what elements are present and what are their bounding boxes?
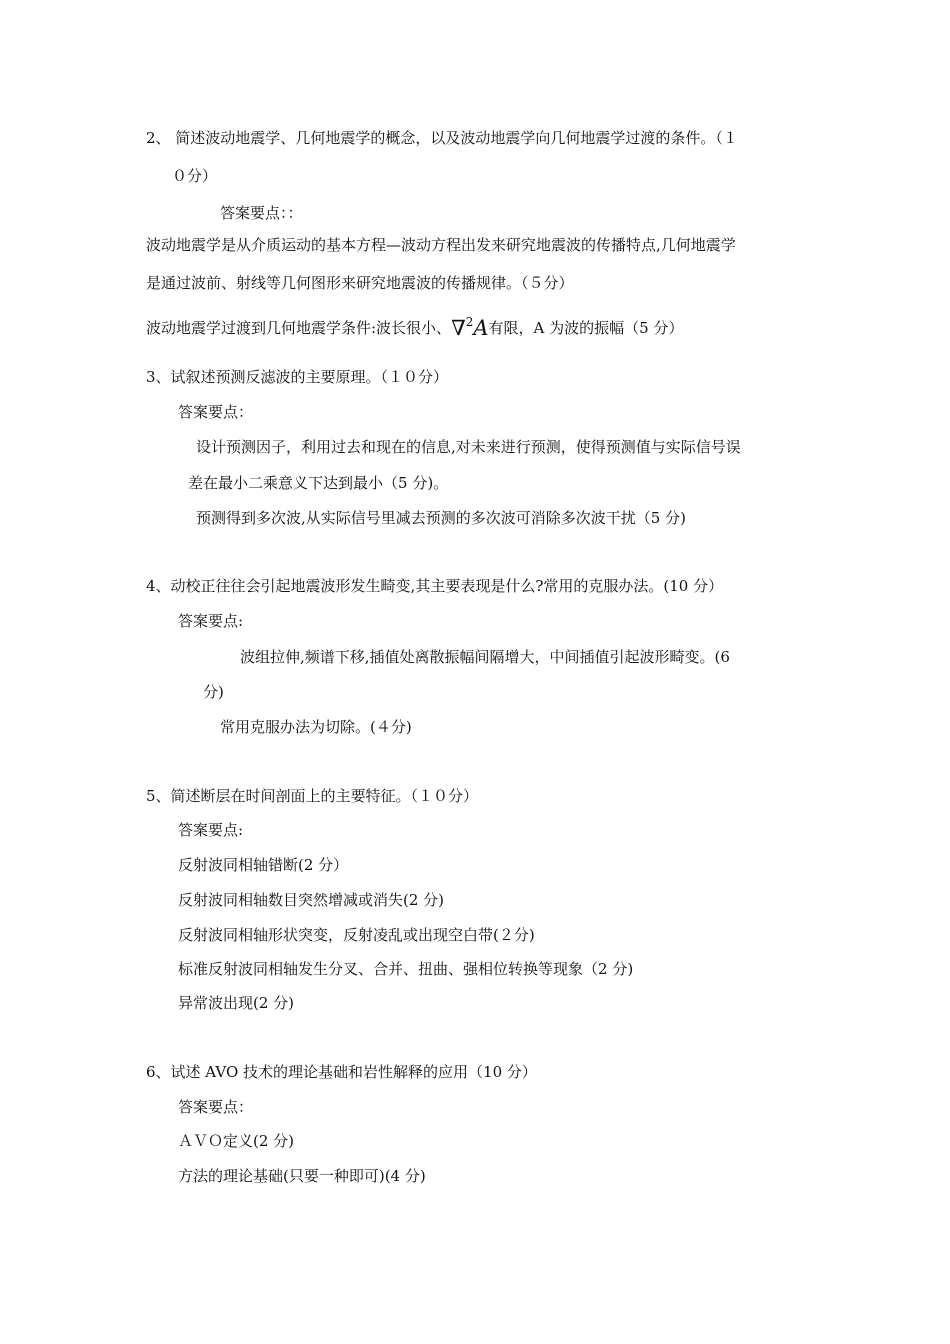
q6-item: 方法的理论基础(只要一种即可)(4 分) xyxy=(178,1167,426,1185)
q4-answer-heading: 答案要点: xyxy=(178,612,244,630)
q5-item: 异常波出现(2 分) xyxy=(178,994,295,1012)
q4-answer-line2: 分) xyxy=(203,683,224,701)
q2-answer-line3 xyxy=(146,312,683,338)
q5-item: 反射波同相轴形状突变，反射凌乱或出现空白带(２分) xyxy=(178,926,535,944)
q6-item: ＡＶＯ定义(2 分) xyxy=(178,1132,295,1150)
q4-title: 4、动校正往往会引起地震波形发生畸变,其主要表现是什么?常用的克服办法。(10 分） xyxy=(146,577,724,595)
q3-answer-line2: 差在最小二乘意义下达到最小（5 分)。 xyxy=(188,474,449,492)
q6-title: 6、试述 AVO 技术的理论基础和岩性解释的应用（10 分） xyxy=(146,1063,537,1081)
q4-answer-line1: 波组拉伸,频谱下移,插值处离散振幅间隔增大，中间插值引起波形畸变。(6 xyxy=(240,648,730,666)
q2-answer-line2: 是通过波前、射线等几何图形来研究地震波的传播规律。（５分） xyxy=(146,274,574,292)
q5-title: 5、简述断层在时间剖面上的主要特征。（１０分） xyxy=(146,787,479,805)
q2-title-line2: ０分） xyxy=(172,167,218,185)
q3-answer-line3: 预测得到多次波,从实际信号里减去预测的多次波可消除多次波干扰（5 分) xyxy=(196,509,686,527)
q5-answer-heading: 答案要点: xyxy=(178,821,244,839)
q2-answer-line1: 波动地震学是从介质运动的基本方程—波动方程出发来研究地震波的传播特点,几何地震学 xyxy=(146,236,736,254)
q3-answer-line1: 设计预测因子，利用过去和现在的信息,对未来进行预测，使得预测值与实际信号误 xyxy=(196,438,741,456)
q2-title-line1: 2、 简述波动地震学、几何地震学的概念，以及波动地震学向几何地震学过渡的条件。（１ xyxy=(146,129,738,147)
q5-item: 反射波同相轴错断(2 分） xyxy=(178,856,349,874)
q2-answer-heading: 答案要点：： xyxy=(220,204,303,222)
q2-answer-line3-suffix: 有限，A 为波的振幅（5 分） xyxy=(488,319,684,337)
q3-answer-heading: 答案要点： xyxy=(178,403,254,421)
q4-answer-line3: 常用克服办法为切除。(４分) xyxy=(220,718,412,736)
q5-item: 反射波同相轴数目突然增减或消失(2 分) xyxy=(178,891,445,909)
q2-answer-line3-prefix: 波动地震学过渡到几何地震学条件:波长很小、 xyxy=(146,319,452,337)
q3-title: 3、试叙述预测反滤波的主要原理。（１０分） xyxy=(146,368,449,386)
laplacian-formula: ∇$^2$A xyxy=(451,315,489,340)
q6-answer-heading: 答案要点： xyxy=(178,1098,254,1116)
q5-item: 标准反射波同相轴发生分叉、合并、扭曲、强相位转换等现象（2 分) xyxy=(178,960,634,978)
